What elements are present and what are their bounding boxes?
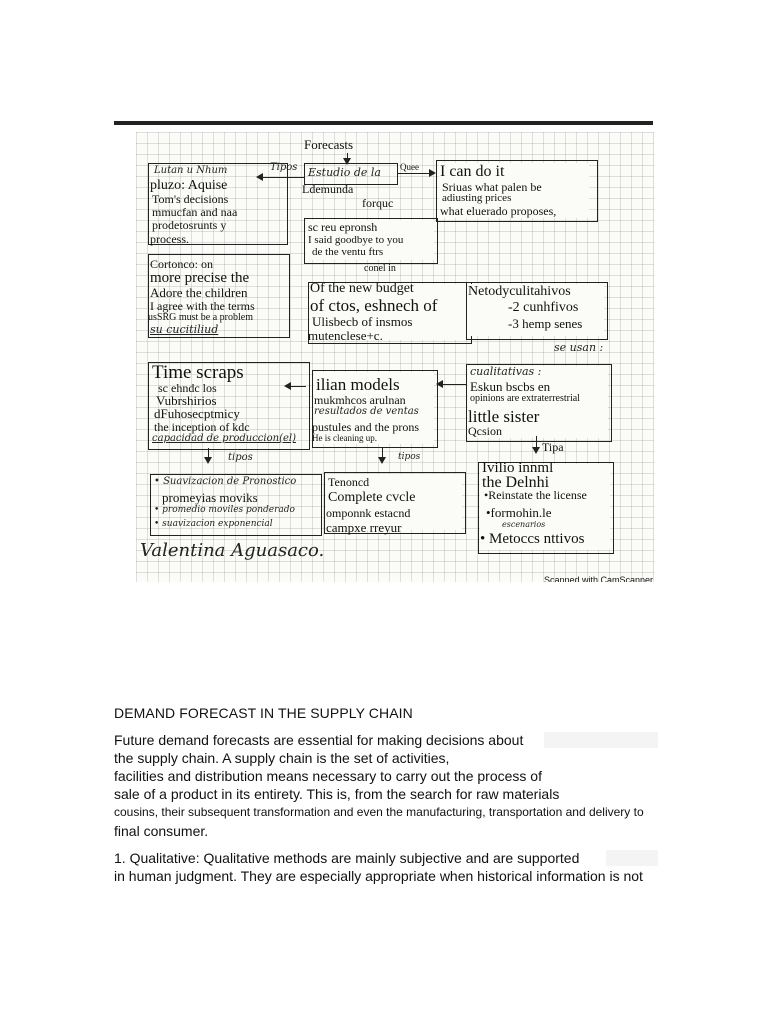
tipos-top-label: Tipos: [270, 162, 298, 173]
conel-label: conel in: [364, 263, 396, 274]
mid-box-3-line: Ulisbecb of insmos: [312, 314, 413, 329]
para1-line: final consumer.: [114, 823, 209, 839]
left-box-4-line: promeyias moviks: [162, 490, 258, 505]
right-box-2-line: Netodyculitahivos: [468, 284, 571, 299]
left-box-2-line: su cucitiliud: [150, 323, 219, 336]
para1-line: the supply chain. A supply chain is the set of activities,: [114, 750, 450, 766]
estudio-label: Estudio de la: [308, 166, 381, 179]
para1-line: facilities and distribution means necessary to carry out the process of: [114, 768, 542, 784]
tipa-right-label: Tipa: [542, 440, 564, 454]
left-box-3-line: the inception of kdc: [154, 420, 250, 434]
tipos-left-label: tipos: [228, 452, 253, 463]
left-box-2-line: Adore the children: [150, 285, 248, 300]
right-box-3-line: little sister: [468, 407, 540, 426]
quee-label: Quee: [400, 162, 419, 172]
mid-box-4-line: mukmhcos arulnan: [314, 393, 406, 407]
right-box-1-line: adiusting prices: [442, 192, 512, 204]
left-box-1-line: process.: [150, 232, 189, 246]
left-box-2-line: Cortonco: on: [150, 257, 213, 271]
para1-line: sale of a product in its entirety. This is, from the search for raw materials: [114, 786, 560, 802]
left-box-1-line: pluzo: Aquise: [150, 178, 228, 193]
tipos-mid-arrow: [382, 448, 383, 462]
left-box-3-line: Vubrshirios: [156, 393, 217, 408]
models-left-arrow: [286, 386, 306, 387]
para1-line: Future demand forecasts are essential for making decisions about: [114, 732, 658, 748]
top-rule: [114, 121, 653, 125]
forecasts-label: Forecasts: [304, 137, 354, 152]
para2-line: in human judgment. They are especially appropriate when historical information is not: [114, 868, 643, 884]
right-box-3-line: cualitativas :: [470, 365, 542, 378]
para1-line: cousins, their subsequent transformation and even the manufacturing, transportation and delivery to: [114, 805, 644, 819]
tipa-right-arrow: [536, 436, 537, 452]
right-box-4-line: •Reinstate the license: [484, 488, 587, 502]
left-box-3-line: dFuhosecptmicy: [154, 406, 240, 421]
left-box-4-line: • suavizacion exponencial: [154, 519, 273, 529]
left-box-3-line: sc ehndc los: [158, 381, 217, 395]
se-usan-label: se usan :: [554, 341, 604, 354]
left-box-2-line: usSRG must be a problem: [148, 312, 253, 323]
left-box-4-line: • Suavizacion de Pronostico: [154, 476, 297, 487]
right-box-1-line: what eluerado proposes,: [440, 204, 557, 218]
mid-box-5-line: omponnk estacnd: [326, 506, 411, 520]
mid-box-4-line: ilian models: [316, 375, 400, 394]
mid-box-5-line: campxe rreyur: [326, 520, 402, 535]
left-box-3-line: capacidad de produccion(el): [152, 433, 296, 444]
mid-box-3-line: mutenclese+c.: [308, 328, 383, 343]
right-box-3-line: Qcsion: [468, 424, 502, 438]
tipos-mid-label: tipos: [398, 452, 421, 462]
mid-box-4-line: He is cleaning up.: [312, 433, 377, 443]
camscanner-watermark: Scanned with CamScanner: [544, 575, 654, 582]
tipos-left-arrow: [208, 448, 209, 462]
mid-box-5-line: Complete cvcle: [328, 490, 416, 505]
left-box-1-line: Tom's decisions: [152, 192, 229, 206]
right-box-2-line: -3 hemp senes: [508, 316, 583, 331]
mid-box-3-line: of ctos, eshnech of: [310, 296, 438, 315]
mid-box-4-line: resultados de ventas: [314, 406, 419, 417]
estudio-arrow: [398, 173, 434, 174]
document-heading: DEMAND FORECAST IN THE SUPPLY CHAIN: [114, 705, 413, 721]
right-box-4-line: escenarios: [502, 520, 546, 529]
mid-box-3-line: Of the new budget: [310, 281, 414, 296]
right-box-3-line: Eskun bscbs en: [470, 379, 551, 394]
right-box-3-line: opinions are extraterrestrial: [470, 393, 580, 404]
right-box-4-line: • Metoccs nttivos: [480, 531, 585, 547]
cualitativas-arrow: [438, 384, 466, 385]
forecasts-arrow: [347, 153, 348, 163]
right-box-4-line: the Delnhi: [482, 474, 550, 491]
right-box-4-line: •formohin.le: [486, 505, 552, 520]
right-box-2-line: -2 cunhfivos: [508, 300, 579, 315]
right-box-4-line: Ivilio innml: [482, 460, 554, 476]
right-box-1-line: I can do it: [440, 163, 505, 180]
left-box-1-line: prodetosrunts y: [152, 218, 227, 232]
mid-box-2-line: de the ventu ftrs: [312, 246, 384, 258]
left-box-1-line: mmucfan and naa: [152, 205, 238, 219]
mid-box-5-line: Tenoncd: [328, 475, 370, 489]
para2-line: 1. Qualitative: Qualitative methods are mainly subjective and are supported: [114, 850, 658, 866]
left-box-3-line: Time scraps: [152, 362, 244, 383]
left-box-4-line: • promedio moviles ponderado: [154, 505, 295, 515]
mid-box-1-line: forquc: [362, 196, 394, 210]
left-box-2-line: more precise the: [150, 270, 250, 286]
left-box-1-line: Lutan u Nhum: [154, 165, 228, 176]
mid-box-2-line: sc reu epronsh: [308, 220, 378, 234]
scanned-concept-map: [136, 132, 654, 582]
mid-box-1-line: Ldemunda: [302, 182, 354, 196]
left-box-2-line: I agree with the terms: [150, 299, 255, 313]
mid-box-4-line: pustules and the prons: [312, 420, 419, 434]
mid-box-2-line: I said goodbye to you: [308, 234, 404, 246]
signature: Valentina Aguasaco.: [140, 540, 325, 561]
right-box-1-line: Sriuas what palen be: [442, 180, 542, 194]
